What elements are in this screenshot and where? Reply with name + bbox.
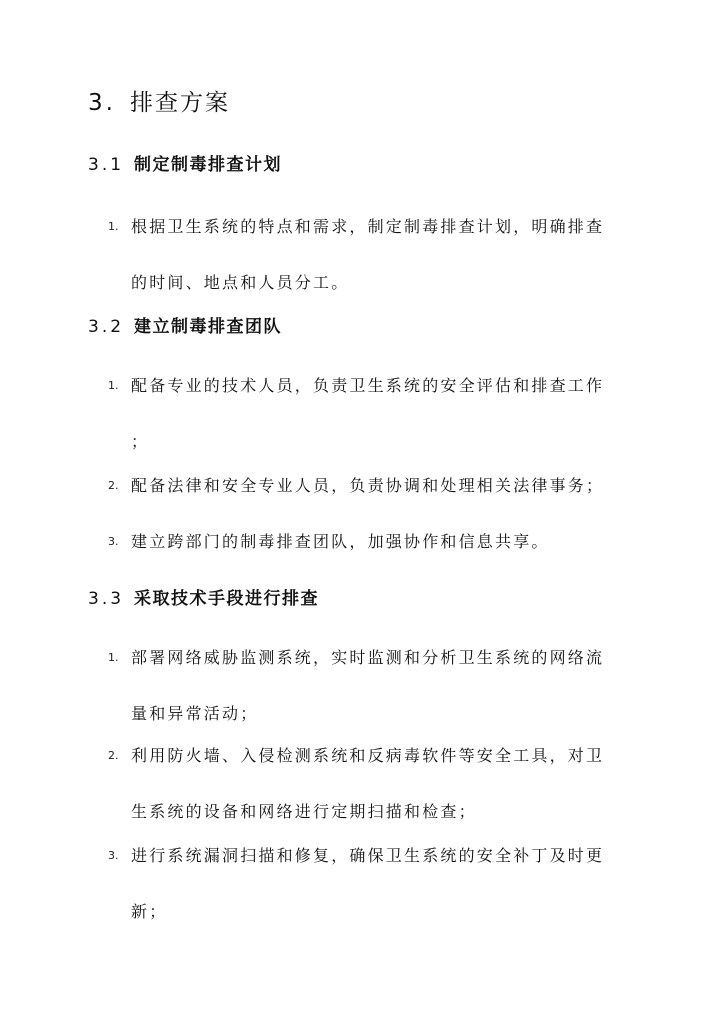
- list-marker: 3.: [108, 849, 119, 862]
- list-item: [108, 358, 620, 470]
- item-text-line: 进行系统漏洞扫描和修复，确保卫生系统的安全补丁及时更: [131, 846, 605, 865]
- list-marker: 1.: [108, 220, 119, 233]
- item-text-line: 生系统的设备和网络进行定期扫描和检查；: [131, 802, 477, 821]
- list-item: [108, 728, 620, 840]
- list-marker: 3.: [108, 535, 119, 548]
- list-item: [108, 458, 620, 514]
- list-marker: 2.: [108, 749, 119, 762]
- subsection-number: 3.1: [88, 155, 125, 175]
- list-item: [108, 630, 620, 742]
- item-text-line: 配备专业的技术人员，负责卫生系统的安全评估和排查工作: [131, 376, 605, 395]
- list-marker: 1.: [108, 379, 119, 392]
- list-marker: 2.: [108, 479, 119, 492]
- item-text-line: 建立跨部门的制毒排查团队，加强协作和信息共享。: [131, 532, 550, 551]
- item-text-line: 新；: [131, 902, 168, 921]
- list-marker: 1.: [108, 651, 119, 664]
- item-text-line: 利用防火墙、入侵检测系统和反病毒软件等安全工具，对卫: [131, 746, 605, 765]
- subsection-title: 制定制毒排查计划: [134, 155, 283, 175]
- list-item: [108, 199, 620, 311]
- subsection-heading-3-3: [88, 586, 319, 612]
- item-text-line: 量和异常活动；: [131, 704, 259, 723]
- subsection-number: 3.2: [88, 317, 125, 337]
- item-text-line: 根据卫生系统的特点和需求，制定制毒排查计划，明确排查: [131, 217, 605, 236]
- item-text-line: 的时间、地点和人员分工。: [131, 273, 350, 292]
- subsection-heading-3-1: [88, 152, 282, 178]
- subsection-heading-3-2: [88, 314, 282, 340]
- section-number: 3.: [88, 90, 116, 116]
- section-heading: [88, 86, 230, 120]
- subsection-title: 采取技术手段进行排查: [134, 589, 320, 609]
- list-item: [108, 514, 620, 570]
- subsection-title: 建立制毒排查团队: [134, 317, 283, 337]
- list-item: [108, 828, 620, 940]
- section-title: 排查方案: [129, 90, 230, 116]
- item-text-line: ；: [131, 432, 150, 451]
- item-text-line: 配备法律和安全专业人员，负责协调和处理相关法律事务；: [131, 476, 605, 495]
- subsection-number: 3.3: [88, 589, 125, 609]
- item-text-line: 部署网络威胁监测系统，实时监测和分析卫生系统的网络流: [131, 648, 605, 667]
